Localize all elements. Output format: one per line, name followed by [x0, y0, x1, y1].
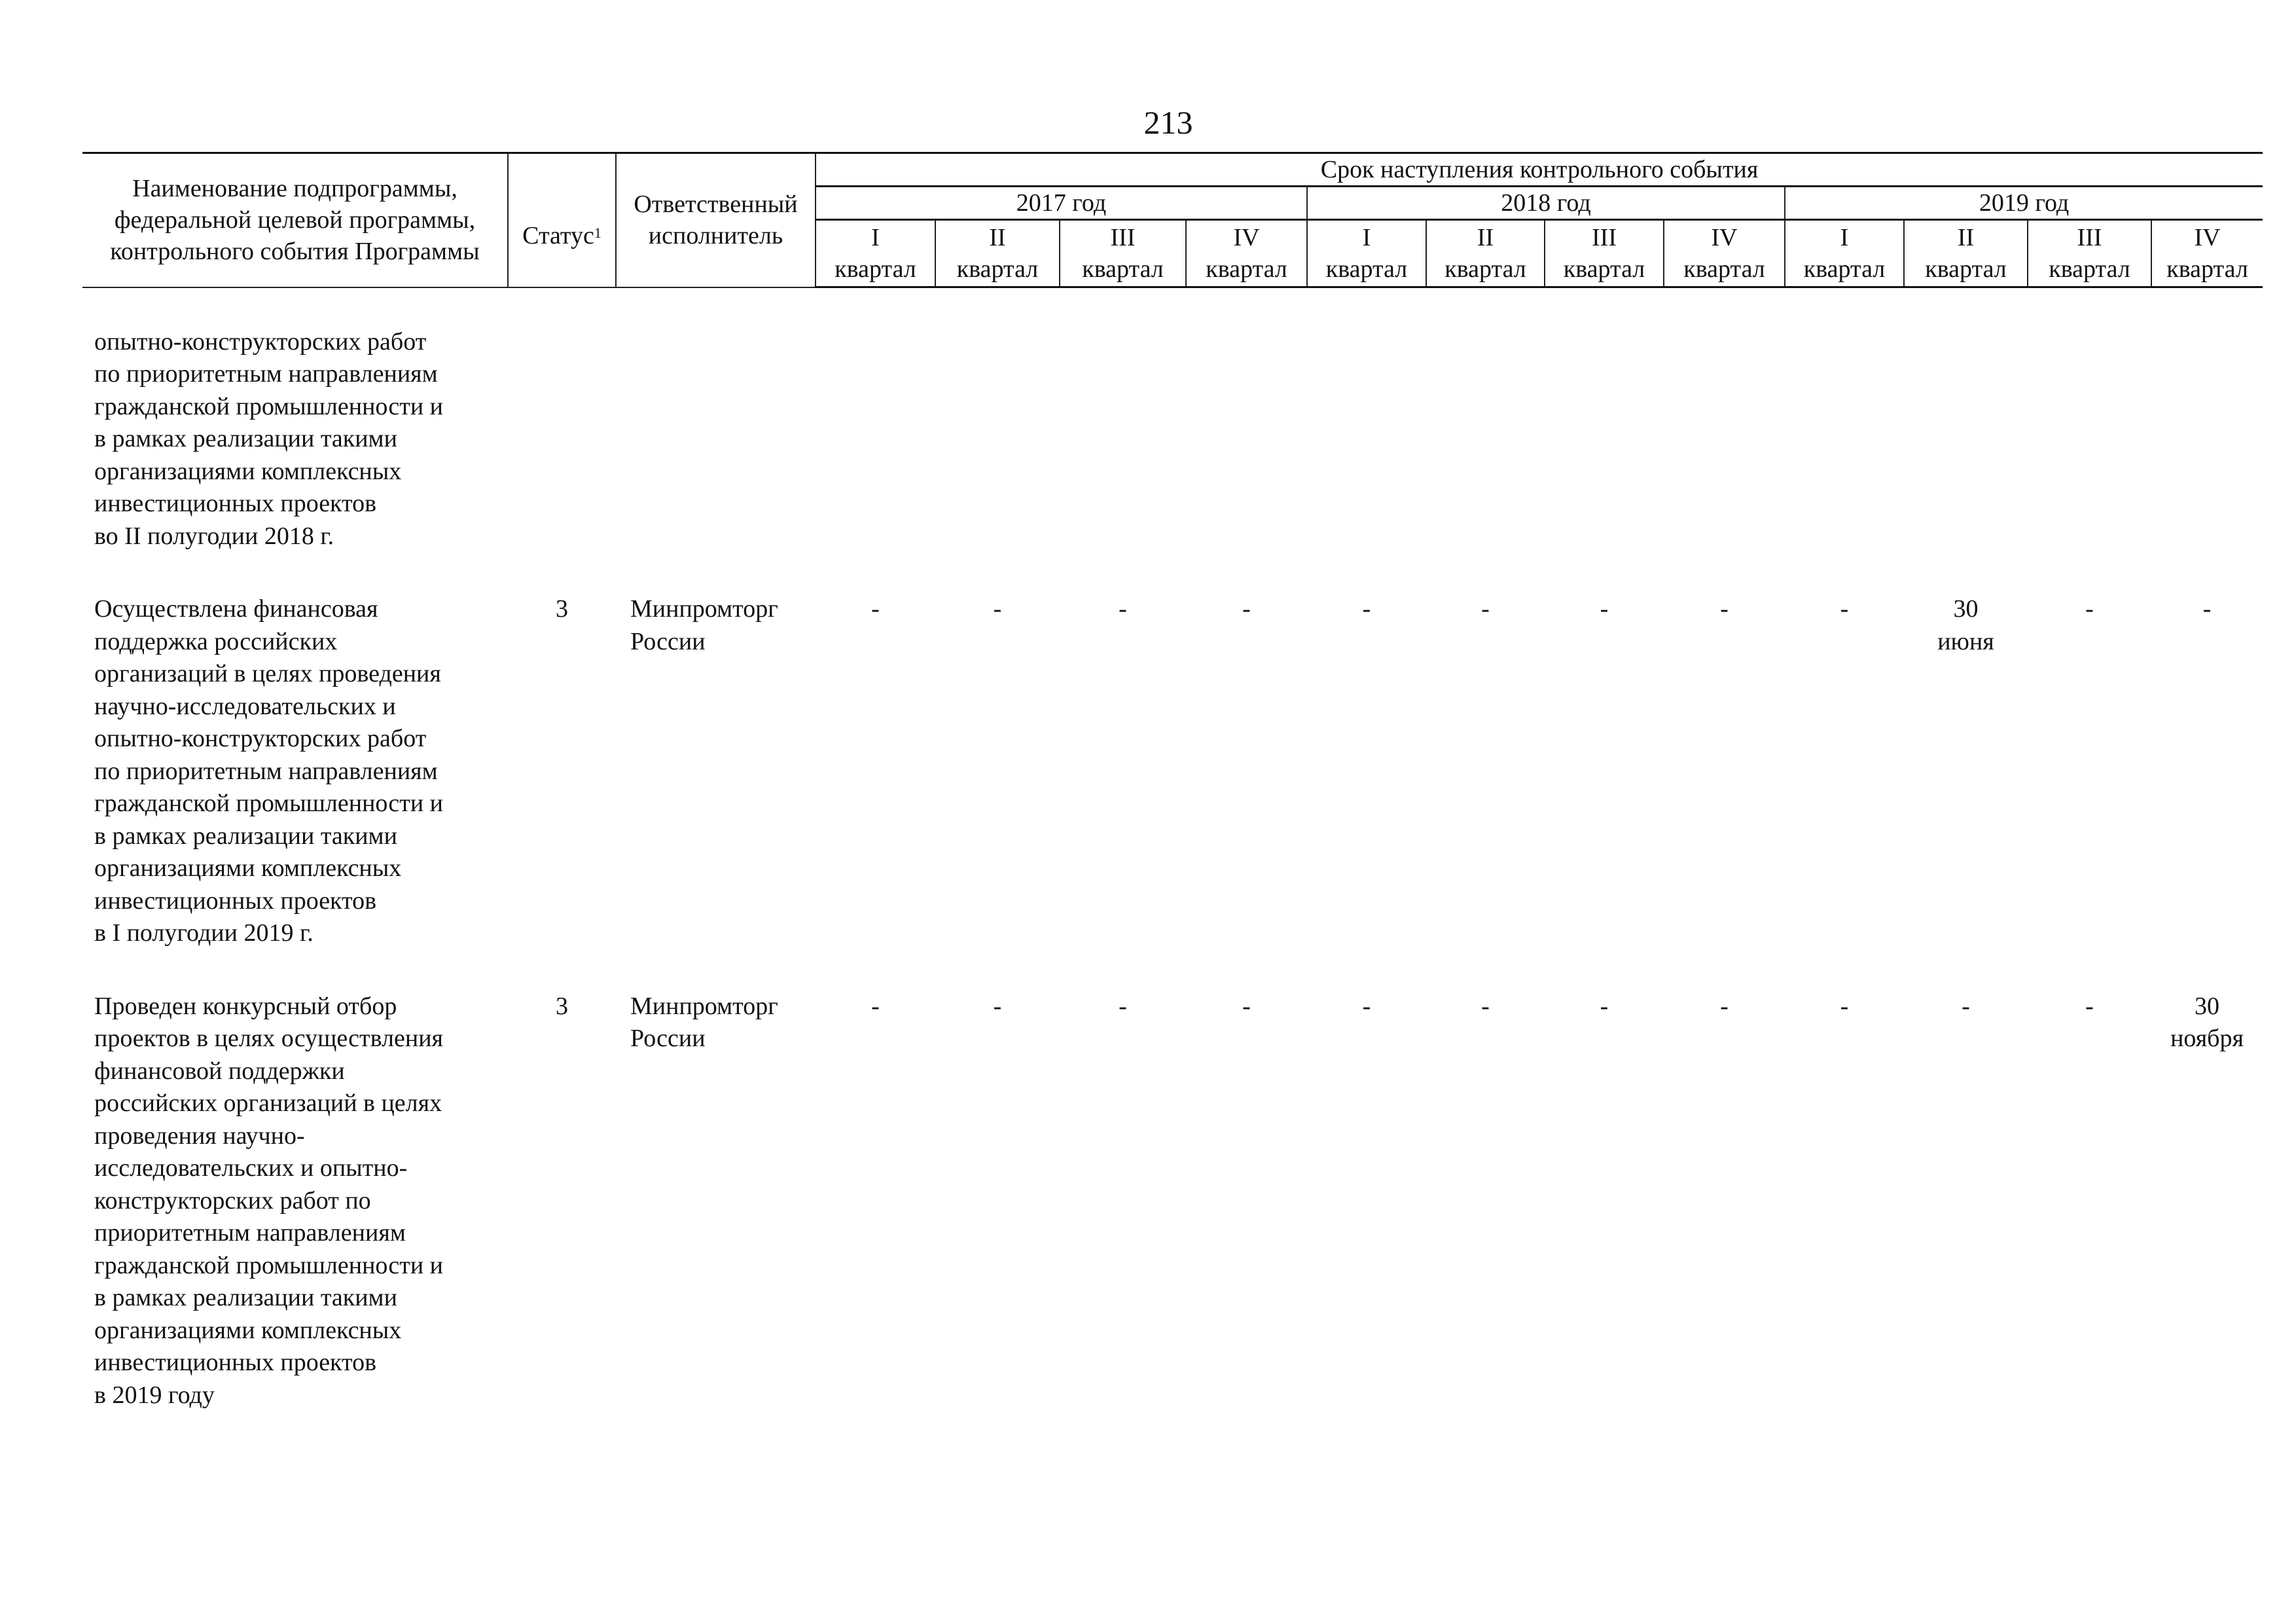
quarter-deadline-cell: - — [2202, 595, 2212, 623]
quarter-deadline-cell: 30 ноября — [2170, 992, 2244, 1052]
event-name-cell: опытно-конструкторских работ по приоритетным направлениям гражданской промышленности и в рамках реализации такими организациями комплексных инвестиционных проектов во II полугодии 2018 г. — [94, 327, 444, 550]
status-cell: 3 — [556, 595, 568, 623]
quarter-deadline-cell — [1060, 287, 1186, 553]
control-events-table — [82, 152, 2263, 1412]
quarter-number: II — [1957, 224, 1975, 251]
quarter-label: квартал — [1925, 255, 2007, 283]
quarter-number: III — [1110, 224, 1136, 251]
event-name-cell: Проведен конкурсный отбор проектов в целях осуществления финансовой поддержки российских организаций в целях проведения научно- исследовательских и опытно- конструкторских работ по приоритетным направлениям гражданской промышленности и в рамках реализации такими организациями комплексных инвестиционных проектов в 2019 году — [94, 992, 444, 1409]
quarter-deadline-cell: - — [1600, 595, 1609, 623]
status-footnote-mark: 1 — [594, 225, 601, 242]
quarter-header-cell — [1060, 220, 1186, 287]
quarter-label: квартал — [1803, 255, 1886, 283]
quarter-number: III — [1592, 224, 1617, 251]
quarter-header-cell — [1545, 220, 1664, 287]
quarter-label: квартал — [1206, 255, 1287, 283]
executor-cell: Минпромторг России — [630, 595, 778, 655]
quarter-header-cell — [1904, 220, 2028, 287]
quarter-label: квартал — [2049, 255, 2130, 283]
quarter-deadline-cell — [1664, 287, 1785, 553]
quarter-header-cell — [2028, 220, 2151, 287]
quarter-label: квартал — [1683, 255, 1765, 283]
status-cell — [508, 287, 616, 553]
quarter-deadline-cell: - — [871, 992, 880, 1020]
quarter-deadline-cell — [1307, 287, 1426, 553]
header-year-2018: 2018 год — [1307, 187, 1785, 220]
header-executor-column: Ответственный исполнитель — [616, 153, 816, 287]
table-row — [82, 287, 2263, 553]
quarter-deadline-cell: - — [1481, 595, 1490, 623]
quarter-deadline-cell: - — [1720, 595, 1729, 623]
quarter-deadline-cell: - — [871, 595, 880, 623]
row-spacer — [82, 553, 2263, 593]
quarter-deadline-cell — [1785, 287, 1904, 553]
quarter-number: III — [2077, 224, 2102, 251]
quarter-header-cell — [1785, 220, 1904, 287]
quarter-deadline-cell: - — [1119, 595, 1127, 623]
quarter-header-cell — [935, 220, 1060, 287]
quarter-deadline-cell: - — [1362, 595, 1371, 623]
quarter-deadline-cell: - — [1242, 595, 1251, 623]
quarter-deadline-cell: - — [993, 595, 1002, 623]
quarter-number: II — [1477, 224, 1494, 251]
quarter-number: I — [1840, 224, 1849, 251]
quarter-deadline-cell: - — [2085, 595, 2094, 623]
quarter-header-cell — [1307, 220, 1426, 287]
quarter-label: квартал — [834, 255, 916, 283]
executor-cell: Минпромторг России — [630, 992, 778, 1052]
row-spacer — [82, 950, 2263, 991]
quarter-deadline-cell — [1904, 287, 2028, 553]
executor-cell — [616, 287, 816, 553]
quarter-header-cell — [1186, 220, 1307, 287]
header-year-2019: 2019 год — [1785, 187, 2263, 220]
quarter-deadline-cell — [935, 287, 1060, 553]
header-name-column: Наименование подпрограммы, федеральной целевой программы, контрольного события Программы — [82, 153, 508, 287]
quarter-deadline-cell: - — [993, 992, 1002, 1020]
quarter-deadline-cell: - — [1481, 992, 1490, 1020]
quarter-deadline-cell: - — [1362, 992, 1371, 1020]
quarter-header-cell — [816, 220, 935, 287]
event-name-cell: Осуществлена финансовая поддержка российских организаций в целях проведения научно-исследовательских и опытно-конструкторских работ по приоритетным направлениям гражданской промышленности и в рамках реализации такими организациями комплексных инвестиционных проектов в I полугодии 2019 г. — [94, 595, 444, 947]
status-cell: 3 — [556, 992, 568, 1020]
quarter-deadline-cell: - — [1242, 992, 1251, 1020]
quarter-deadline-cell — [816, 287, 935, 553]
header-status-column — [508, 153, 616, 287]
header-year-2017: 2017 год — [816, 187, 1307, 220]
quarter-deadline-cell — [2151, 287, 2263, 553]
quarter-number: IV — [1711, 224, 1738, 251]
quarter-deadline-cell — [1186, 287, 1307, 553]
quarter-deadline-cell: - — [1962, 992, 1970, 1020]
quarter-number: IV — [2194, 224, 2221, 251]
quarter-deadline-cell: - — [1119, 992, 1127, 1020]
quarter-deadline-cell: - — [2085, 992, 2094, 1020]
quarter-label: квартал — [1563, 255, 1645, 283]
quarter-label: квартал — [956, 255, 1039, 283]
quarter-deadline-cell: - — [1840, 992, 1849, 1020]
quarter-number: I — [871, 224, 880, 251]
quarter-label: квартал — [1444, 255, 1526, 283]
quarter-deadline-cell: - — [1720, 992, 1729, 1020]
quarter-label: квартал — [1082, 255, 1164, 283]
quarter-header-cell — [1664, 220, 1785, 287]
page-number: 213 — [1143, 104, 1193, 141]
quarter-deadline-cell: - — [1840, 595, 1849, 623]
quarter-deadline-cell: - — [1600, 992, 1609, 1020]
quarter-deadline-cell — [1545, 287, 1664, 553]
table-body — [82, 287, 2263, 1412]
quarter-number: I — [1362, 224, 1371, 251]
table-row — [82, 593, 2263, 950]
quarter-label: квартал — [2166, 255, 2248, 283]
table-row — [82, 991, 2263, 1412]
quarter-deadline-cell — [1426, 287, 1545, 553]
header-deadline-group: Срок наступления контрольного события — [816, 153, 2263, 187]
quarter-number: II — [989, 224, 1006, 251]
quarter-header-cell — [1426, 220, 1545, 287]
quarter-label: квартал — [1325, 255, 1408, 283]
quarter-deadline-cell — [2028, 287, 2151, 553]
quarter-number: IV — [1233, 224, 1260, 251]
header-status-label: Статус — [522, 222, 594, 250]
quarter-deadline-cell: 30 июня — [1937, 595, 1994, 655]
table-header — [82, 153, 2263, 287]
quarter-header-cell — [2151, 220, 2263, 287]
